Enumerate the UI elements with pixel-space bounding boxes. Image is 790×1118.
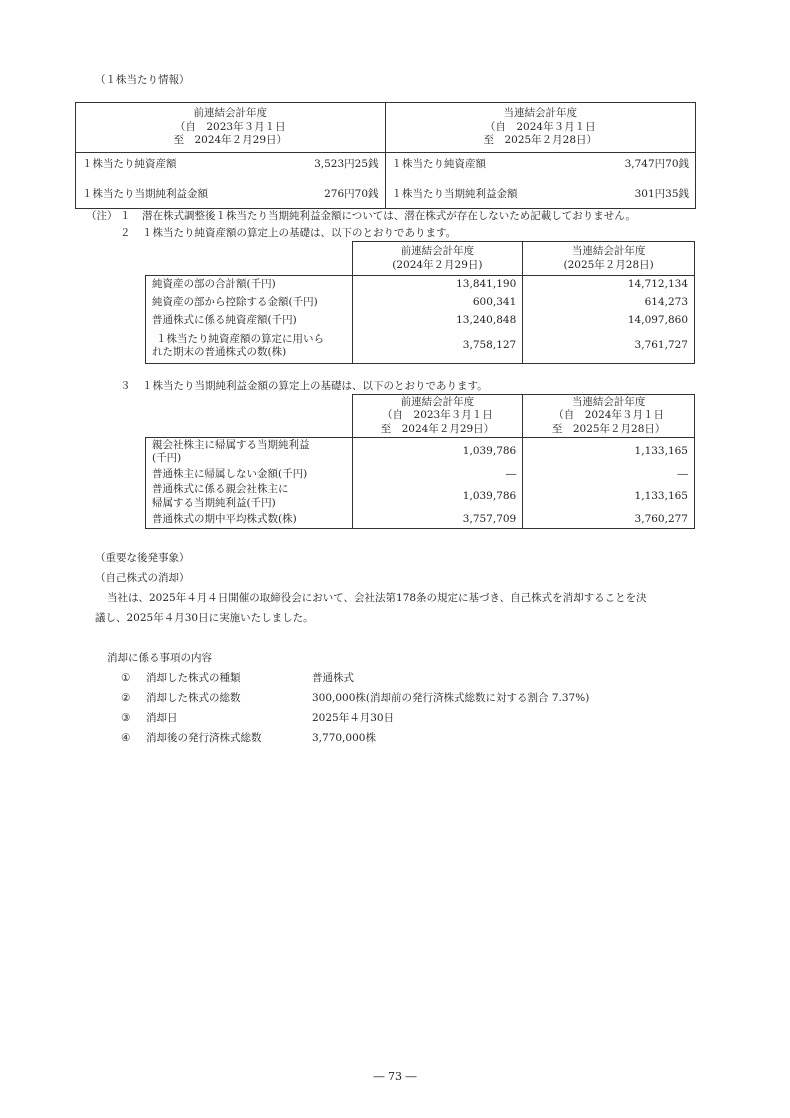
list-item-3-value: 2025年４月30日 bbox=[312, 712, 395, 724]
prev-period-to: 至 2024年２月29日） bbox=[173, 134, 288, 147]
nav-basis-table bbox=[145, 241, 695, 364]
treasury-stock-subtitle: （自己株式の消却） bbox=[95, 572, 190, 584]
t2-prev-header: 前連結会計年度 (2024年２月29日) bbox=[352, 242, 523, 276]
subsequent-events-title: （重要な後発事象） bbox=[95, 552, 190, 564]
list-item-4-num: ④ bbox=[121, 732, 131, 744]
eps-basis-table bbox=[145, 394, 695, 529]
section-title: （１株当たり情報） bbox=[95, 74, 190, 86]
note-3-number: ３ bbox=[120, 380, 131, 392]
prev-values-cell bbox=[76, 153, 386, 209]
list-title: 消却に係る事項の内容 bbox=[107, 652, 212, 664]
note-1-number: １ bbox=[120, 210, 131, 222]
note-3-text: １株当たり当期純利益金額の算定上の基礎は、以下のとおりであります。 bbox=[142, 380, 488, 392]
t3-prev-header: 前連結会計年度 （自 2023年３月１日 至 2024年２月29日） bbox=[352, 395, 523, 438]
paragraph-line-1: 当社は、2025年４月４日開催の取締役会において、会社法第178条の規定に基づき、自己株式を消却することを決 bbox=[107, 592, 647, 604]
list-item-3-num: ③ bbox=[121, 712, 131, 724]
curr-period-title: 当連結会計年度 bbox=[503, 107, 577, 120]
list-item-1-num: ① bbox=[121, 672, 131, 684]
t3-curr-header: 当連結会計年度 （自 2024年３月１日 至 2025年２月28日） bbox=[523, 395, 695, 438]
curr-eps-value: 301円35銭 bbox=[634, 187, 689, 200]
notes-prefix: （注） bbox=[86, 210, 118, 222]
prev-eps-value: 276円70銭 bbox=[324, 187, 379, 200]
page-number: ― 73 ― bbox=[373, 1070, 417, 1083]
curr-eps-label: １株当たり当期純利益金額 bbox=[391, 187, 518, 200]
prev-period-header bbox=[76, 103, 386, 153]
prev-eps-label: １株当たり当期純利益金額 bbox=[82, 187, 208, 200]
t2-curr-header: 当連結会計年度 (2025年２月28日) bbox=[523, 242, 695, 276]
list-item-2-num: ② bbox=[121, 692, 131, 704]
list-item-1-label: 消却した株式の種類 bbox=[146, 672, 241, 684]
prev-nav-value: 3,523円25銭 bbox=[314, 158, 379, 170]
note-1-text: 潜在株式調整後１株当たり当期純利益金額については、潜在株式が存在しないため記載しておりません。 bbox=[142, 210, 636, 222]
curr-period-to: 至 2025年２月28日） bbox=[483, 134, 598, 147]
list-item-3-label: 消却日 bbox=[146, 712, 178, 724]
prev-period-from: （自 2023年３月１日 bbox=[174, 120, 286, 133]
paragraph-line-2: 議し、2025年４月30日に実施いたしました。 bbox=[95, 612, 314, 624]
table-row: 普通株式に係る親会社株主に 帰属する当期純利益(千円) 1,039,786 1,133,165 bbox=[146, 483, 695, 512]
list-item-4-value: 3,770,000株 bbox=[312, 732, 376, 744]
table-row: 純資産の部の合計額(千円) 13,841,190 14,712,134 bbox=[146, 276, 695, 294]
table-row: 普通株式に係る純資産額(千円) 13,240,848 14,097,860 bbox=[146, 312, 695, 330]
note-2-number: ２ bbox=[120, 227, 131, 239]
list-item-4-label: 消却後の発行済株式総数 bbox=[146, 732, 262, 744]
table-row: 純資産の部から控除する金額(千円) 600,341 614,273 bbox=[146, 294, 695, 312]
list-item-2-value: 300,000株(消却前の発行済株式総数に対する割合 7.37%) bbox=[312, 692, 590, 704]
curr-nav-value: 3,747円70銭 bbox=[624, 158, 689, 170]
prev-nav-label: １株当たり純資産額 bbox=[82, 158, 177, 170]
curr-nav-label: １株当たり純資産額 bbox=[391, 158, 486, 170]
table-row: 親会社株主に帰属する当期純利益 (千円) 1,039,786 1,133,165 bbox=[146, 438, 695, 467]
table-row: 普通株主に帰属しない金額(千円) ― ― bbox=[146, 467, 695, 483]
table-row: １株当たり純資産額の算定に用いら れた期末の普通株式の数(株) 3,758,127 3,761,727 bbox=[146, 330, 695, 364]
note-2-text: １株当たり純資産額の算定上の基礎は、以下のとおりであります。 bbox=[142, 227, 457, 239]
list-item-1-value: 普通株式 bbox=[312, 672, 354, 684]
curr-period-header bbox=[385, 103, 696, 153]
curr-period-from: （自 2024年３月１日 bbox=[484, 120, 596, 133]
list-item-2-label: 消却した株式の総数 bbox=[146, 692, 241, 704]
prev-period-title: 前連結会計年度 bbox=[193, 107, 267, 120]
table-row: 普通株式の期中平均株式数(株) 3,757,709 3,760,277 bbox=[146, 512, 695, 529]
curr-values-cell bbox=[385, 153, 696, 209]
per-share-info-table bbox=[75, 102, 696, 209]
